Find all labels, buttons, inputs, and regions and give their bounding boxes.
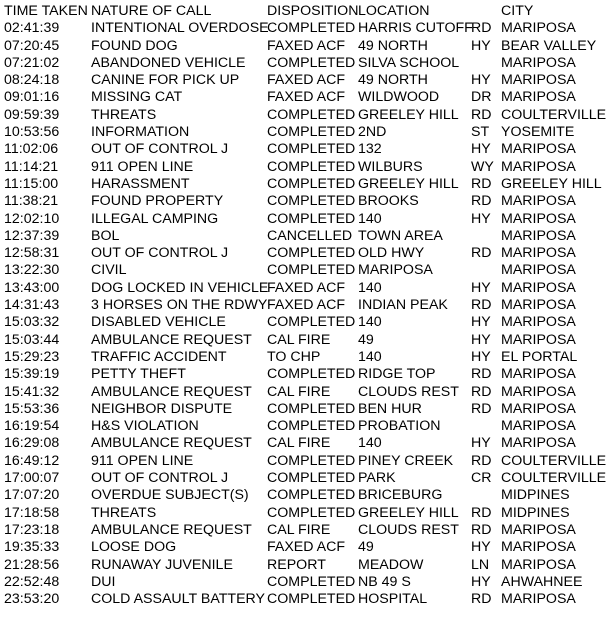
cell-time-taken: 12:37:39	[4, 227, 60, 244]
cell-street-suffix: RD	[471, 297, 492, 314]
cell-location: MEADOW	[358, 556, 424, 573]
table-row	[4, 89, 610, 106]
cell-city: YOSEMITE	[501, 124, 575, 141]
cell-disposition: COMPLETED	[267, 591, 356, 608]
cell-disposition: FAXED ACF	[267, 279, 346, 296]
cell-location: WILDWOOD	[358, 89, 440, 106]
cell-disposition: FAXED ACF	[267, 539, 346, 556]
cell-street-suffix: HY	[471, 539, 491, 556]
cell-street-suffix: RD	[471, 591, 492, 608]
cell-location: HOSPITAL	[358, 591, 428, 608]
cell-location: SILVA SCHOOL	[358, 54, 460, 71]
cell-location: BEN HUR	[358, 400, 422, 417]
cell-city: MARIPOSA	[501, 297, 576, 314]
header-disposition: DISPOSITION	[267, 3, 359, 19]
table-row	[4, 228, 610, 245]
cell-nature-of-call: H&S VIOLATION	[91, 418, 199, 435]
cell-location: GREELEY HILL	[358, 504, 459, 521]
cell-nature-of-call: AMBULANCE REQUEST	[91, 521, 252, 538]
cell-disposition: COMPLETED	[267, 210, 356, 227]
table-row	[4, 280, 610, 297]
cell-nature-of-call: DISABLED VEHICLE	[91, 314, 226, 331]
cell-location: CLOUDS REST	[358, 383, 459, 400]
table-row	[4, 297, 610, 314]
table-row	[4, 453, 610, 470]
cell-city: MARIPOSA	[501, 279, 576, 296]
cell-time-taken: 15:41:32	[4, 383, 60, 400]
cell-street-suffix: HY	[471, 72, 491, 89]
cell-street-suffix: HY	[471, 279, 491, 296]
cell-street-suffix: HY	[471, 314, 491, 331]
table-row	[4, 55, 610, 72]
cell-city: MARIPOSA	[501, 331, 576, 348]
cell-city: MARIPOSA	[501, 521, 576, 538]
cell-street-suffix: CR	[471, 470, 492, 487]
cell-nature-of-call: INTENTIONAL OVERDOSE	[91, 20, 269, 37]
cell-disposition: FAXED ACF	[267, 72, 346, 89]
cell-city: MARIPOSA	[501, 435, 576, 452]
cell-location: OLD HWY	[358, 245, 425, 262]
cell-nature-of-call: AMBULANCE REQUEST	[91, 435, 252, 452]
table-row	[4, 141, 610, 158]
cell-time-taken: 16:49:12	[4, 452, 60, 469]
cell-disposition: COMPLETED	[267, 193, 356, 210]
cell-nature-of-call: ILLEGAL CAMPING	[91, 210, 219, 227]
cell-time-taken: 15:03:32	[4, 314, 60, 331]
cell-time-taken: 09:59:39	[4, 106, 60, 123]
cell-city: GREELEY HILL	[501, 175, 602, 192]
cell-location: NB 49 S	[358, 573, 411, 590]
cell-nature-of-call: NEIGHBOR DISPUTE	[91, 400, 233, 417]
cell-street-suffix: LN	[471, 556, 490, 573]
cell-nature-of-call: OUT OF CONTROL J	[91, 470, 229, 487]
cell-street-suffix: HY	[471, 348, 491, 365]
cell-time-taken: 13:43:00	[4, 279, 60, 296]
cell-location: 2ND	[358, 124, 387, 141]
table-row	[4, 384, 610, 401]
cell-time-taken: 10:53:56	[4, 124, 60, 141]
cell-time-taken: 16:29:08	[4, 435, 60, 452]
cell-street-suffix: RD	[471, 245, 492, 262]
cell-disposition: CAL FIRE	[267, 331, 331, 348]
header-row	[4, 3, 610, 20]
cell-nature-of-call: FOUND DOG	[91, 37, 178, 54]
table-row	[4, 176, 610, 193]
table-row	[4, 159, 610, 176]
cell-disposition: TO CHP	[267, 348, 321, 365]
cell-city: MARIPOSA	[501, 72, 576, 89]
call-log-table	[4, 3, 610, 608]
cell-nature-of-call: OUT OF CONTROL J	[91, 141, 229, 158]
cell-time-taken: 22:52:48	[4, 573, 60, 590]
cell-disposition: COMPLETED	[267, 573, 356, 590]
cell-city: MARIPOSA	[501, 20, 576, 37]
cell-nature-of-call: DOG LOCKED IN VEHICLE	[91, 279, 269, 296]
cell-city: MARIPOSA	[501, 591, 576, 608]
cell-city: MARIPOSA	[501, 141, 576, 158]
cell-nature-of-call: TRAFFIC ACCIDENT	[91, 348, 227, 365]
cell-disposition: COMPLETED	[267, 54, 356, 71]
cell-nature-of-call: HARASSMENT	[91, 175, 190, 192]
cell-street-suffix: RD	[471, 193, 492, 210]
cell-disposition: COMPLETED	[267, 366, 356, 383]
cell-city: MARIPOSA	[501, 383, 576, 400]
cell-nature-of-call: OVERDUE SUBJECT(S)	[91, 487, 249, 504]
cell-location: 140	[358, 210, 382, 227]
cell-time-taken: 19:35:33	[4, 539, 60, 556]
table-row	[4, 72, 610, 89]
cell-street-suffix: HY	[471, 141, 491, 158]
cell-street-suffix: RD	[471, 175, 492, 192]
cell-street-suffix: RD	[471, 383, 492, 400]
cell-nature-of-call: MISSING CAT	[91, 89, 183, 106]
cell-city: COULTERVILLE	[501, 106, 607, 123]
cell-city: MARIPOSA	[501, 366, 576, 383]
cell-location: CLOUDS REST	[358, 521, 459, 538]
cell-disposition: COMPLETED	[267, 418, 356, 435]
cell-location: BROOKS	[358, 193, 419, 210]
cell-time-taken: 11:14:21	[4, 158, 59, 175]
table-row	[4, 574, 610, 591]
cell-disposition: COMPLETED	[267, 106, 356, 123]
cell-nature-of-call: INFORMATION	[91, 124, 190, 141]
cell-city: MIDPINES	[501, 487, 570, 504]
cell-time-taken: 23:53:20	[4, 591, 60, 608]
cell-street-suffix: RD	[471, 400, 492, 417]
cell-nature-of-call: OUT OF CONTROL J	[91, 245, 229, 262]
cell-time-taken: 17:00:07	[4, 470, 60, 487]
cell-disposition: FAXED ACF	[267, 89, 346, 106]
cell-time-taken: 15:53:36	[4, 400, 60, 417]
cell-city: MARIPOSA	[501, 89, 576, 106]
cell-nature-of-call: DUI	[91, 573, 116, 590]
cell-time-taken: 12:58:31	[4, 245, 60, 262]
cell-time-taken: 17:18:58	[4, 504, 60, 521]
table-row	[4, 107, 610, 124]
cell-city: MARIPOSA	[501, 400, 576, 417]
table-row	[4, 211, 610, 228]
cell-nature-of-call: PETTY THEFT	[91, 366, 186, 383]
table-row	[4, 591, 610, 608]
cell-disposition: COMPLETED	[267, 245, 356, 262]
table-row	[4, 505, 610, 522]
cell-city: MARIPOSA	[501, 262, 576, 279]
cell-location: WILBURS	[358, 158, 423, 175]
cell-street-suffix: HY	[471, 331, 491, 348]
header-time-taken: TIME TAKEN	[4, 3, 88, 19]
cell-nature-of-call: CANINE FOR PICK UP	[91, 72, 240, 89]
cell-time-taken: 21:28:56	[4, 556, 60, 573]
cell-disposition: CANCELLED	[267, 227, 353, 244]
cell-nature-of-call: THREATS	[91, 504, 157, 521]
cell-city: COULTERVILLE	[501, 470, 607, 487]
cell-disposition: CAL FIRE	[267, 521, 331, 538]
cell-nature-of-call: 3 HORSES ON THE RDWY	[91, 297, 268, 314]
cell-city: MARIPOSA	[501, 556, 576, 573]
cell-street-suffix: HY	[471, 210, 491, 227]
cell-disposition: COMPLETED	[267, 314, 356, 331]
cell-city: MARIPOSA	[501, 418, 576, 435]
cell-street-suffix: ST	[471, 124, 490, 141]
cell-time-taken: 11:38:21	[4, 193, 59, 210]
cell-location: 140	[358, 348, 382, 365]
cell-disposition: COMPLETED	[267, 262, 356, 279]
header-city: CITY	[501, 3, 534, 19]
cell-city: MARIPOSA	[501, 539, 576, 556]
cell-disposition: COMPLETED	[267, 20, 356, 37]
cell-location: 49	[358, 331, 374, 348]
table-row	[4, 349, 610, 366]
cell-disposition: REPORT	[267, 556, 326, 573]
cell-time-taken: 15:39:19	[4, 366, 60, 383]
cell-location: PARK	[358, 470, 396, 487]
cell-city: MARIPOSA	[501, 227, 576, 244]
cell-nature-of-call: ABANDONED VEHICLE	[91, 54, 246, 71]
cell-street-suffix: RD	[471, 504, 492, 521]
table-row	[4, 418, 610, 435]
table-row	[4, 435, 610, 452]
table-row	[4, 557, 610, 574]
cell-street-suffix: WY	[471, 158, 494, 175]
cell-location: BRICEBURG	[358, 487, 443, 504]
cell-city: COULTERVILLE	[501, 452, 607, 469]
header-nature-of-call: NATURE OF CALL	[91, 3, 212, 19]
cell-time-taken: 09:01:16	[4, 89, 60, 106]
cell-disposition: COMPLETED	[267, 487, 356, 504]
table-row	[4, 522, 610, 539]
cell-location: 140	[358, 314, 382, 331]
cell-city: MARIPOSA	[501, 245, 576, 262]
table-row	[4, 20, 610, 37]
call-log-rows	[4, 20, 610, 608]
cell-time-taken: 14:31:43	[4, 297, 60, 314]
cell-disposition: FAXED ACF	[267, 37, 346, 54]
cell-location: HARRIS CUTOFF	[358, 20, 473, 37]
cell-time-taken: 16:19:54	[4, 418, 60, 435]
cell-location: PROBATION	[358, 418, 441, 435]
cell-disposition: COMPLETED	[267, 504, 356, 521]
cell-location: 132	[358, 141, 382, 158]
cell-location: GREELEY HILL	[358, 175, 459, 192]
table-row	[4, 262, 610, 279]
cell-location: 49	[358, 539, 374, 556]
table-row	[4, 401, 610, 418]
cell-disposition: CAL FIRE	[267, 383, 331, 400]
cell-nature-of-call: COLD ASSAULT BATTERY	[91, 591, 265, 608]
cell-street-suffix: RD	[471, 20, 492, 37]
cell-time-taken: 11:15:00	[4, 175, 59, 192]
cell-nature-of-call: CIVIL	[91, 262, 127, 279]
cell-city: AHWAHNEE	[501, 573, 583, 590]
cell-time-taken: 15:03:44	[4, 331, 60, 348]
table-row	[4, 332, 610, 349]
cell-city: MARIPOSA	[501, 314, 576, 331]
cell-time-taken: 15:29:23	[4, 348, 60, 365]
cell-time-taken: 13:22:30	[4, 262, 60, 279]
cell-street-suffix: RD	[471, 452, 492, 469]
table-row	[4, 314, 610, 331]
table-row	[4, 245, 610, 262]
cell-time-taken: 11:02:06	[4, 141, 59, 158]
cell-disposition: COMPLETED	[267, 400, 356, 417]
cell-street-suffix: RD	[471, 106, 492, 123]
cell-location: 49 NORTH	[358, 37, 428, 54]
cell-disposition: COMPLETED	[267, 452, 356, 469]
cell-street-suffix: RD	[471, 521, 492, 538]
cell-city: BEAR VALLEY	[501, 37, 597, 54]
table-row	[4, 366, 610, 383]
cell-disposition: COMPLETED	[267, 124, 356, 141]
cell-city: MARIPOSA	[501, 193, 576, 210]
cell-location: MARIPOSA	[358, 262, 433, 279]
cell-location: 49 NORTH	[358, 72, 428, 89]
cell-disposition: CAL FIRE	[267, 435, 331, 452]
cell-city: MARIPOSA	[501, 54, 576, 71]
cell-nature-of-call: AMBULANCE REQUEST	[91, 383, 252, 400]
cell-location: 140	[358, 279, 382, 296]
cell-street-suffix: HY	[471, 37, 491, 54]
cell-location: PINEY CREEK	[358, 452, 454, 469]
cell-street-suffix: RD	[471, 366, 492, 383]
cell-time-taken: 02:41:39	[4, 20, 60, 37]
table-row	[4, 487, 610, 504]
cell-time-taken: 17:23:18	[4, 521, 60, 538]
cell-nature-of-call: LOOSE DOG	[91, 539, 177, 556]
cell-nature-of-call: BOL	[91, 227, 120, 244]
cell-disposition: COMPLETED	[267, 470, 356, 487]
cell-disposition: FAXED ACF	[267, 297, 346, 314]
cell-time-taken: 17:07:20	[4, 487, 60, 504]
cell-disposition: COMPLETED	[267, 175, 356, 192]
cell-location: INDIAN PEAK	[358, 297, 448, 314]
cell-disposition: COMPLETED	[267, 158, 356, 175]
cell-nature-of-call: THREATS	[91, 106, 157, 123]
cell-location: GREELEY HILL	[358, 106, 459, 123]
table-row	[4, 193, 610, 210]
cell-city: MIDPINES	[501, 504, 570, 521]
cell-time-taken: 07:20:45	[4, 37, 60, 54]
cell-location: 140	[358, 435, 382, 452]
cell-city: EL PORTAL	[501, 348, 578, 365]
cell-time-taken: 08:24:18	[4, 72, 60, 89]
header-location: LOCATION	[358, 3, 430, 19]
cell-time-taken: 07:21:02	[4, 54, 60, 71]
table-row	[4, 124, 610, 141]
cell-nature-of-call: 911 OPEN LINE	[91, 452, 194, 469]
table-row	[4, 470, 610, 487]
table-row	[4, 539, 610, 556]
cell-disposition: COMPLETED	[267, 141, 356, 158]
cell-time-taken: 12:02:10	[4, 210, 60, 227]
cell-street-suffix: HY	[471, 435, 491, 452]
cell-nature-of-call: RUNAWAY JUVENILE	[91, 556, 233, 573]
cell-nature-of-call: AMBULANCE REQUEST	[91, 331, 252, 348]
cell-nature-of-call: FOUND PROPERTY	[91, 193, 224, 210]
cell-location: RIDGE TOP	[358, 366, 436, 383]
table-row	[4, 38, 610, 55]
cell-nature-of-call: 911 OPEN LINE	[91, 158, 194, 175]
cell-location: TOWN AREA	[358, 227, 443, 244]
cell-city: MARIPOSA	[501, 158, 576, 175]
cell-street-suffix: HY	[471, 573, 491, 590]
cell-city: MARIPOSA	[501, 210, 576, 227]
cell-street-suffix: DR	[471, 89, 492, 106]
